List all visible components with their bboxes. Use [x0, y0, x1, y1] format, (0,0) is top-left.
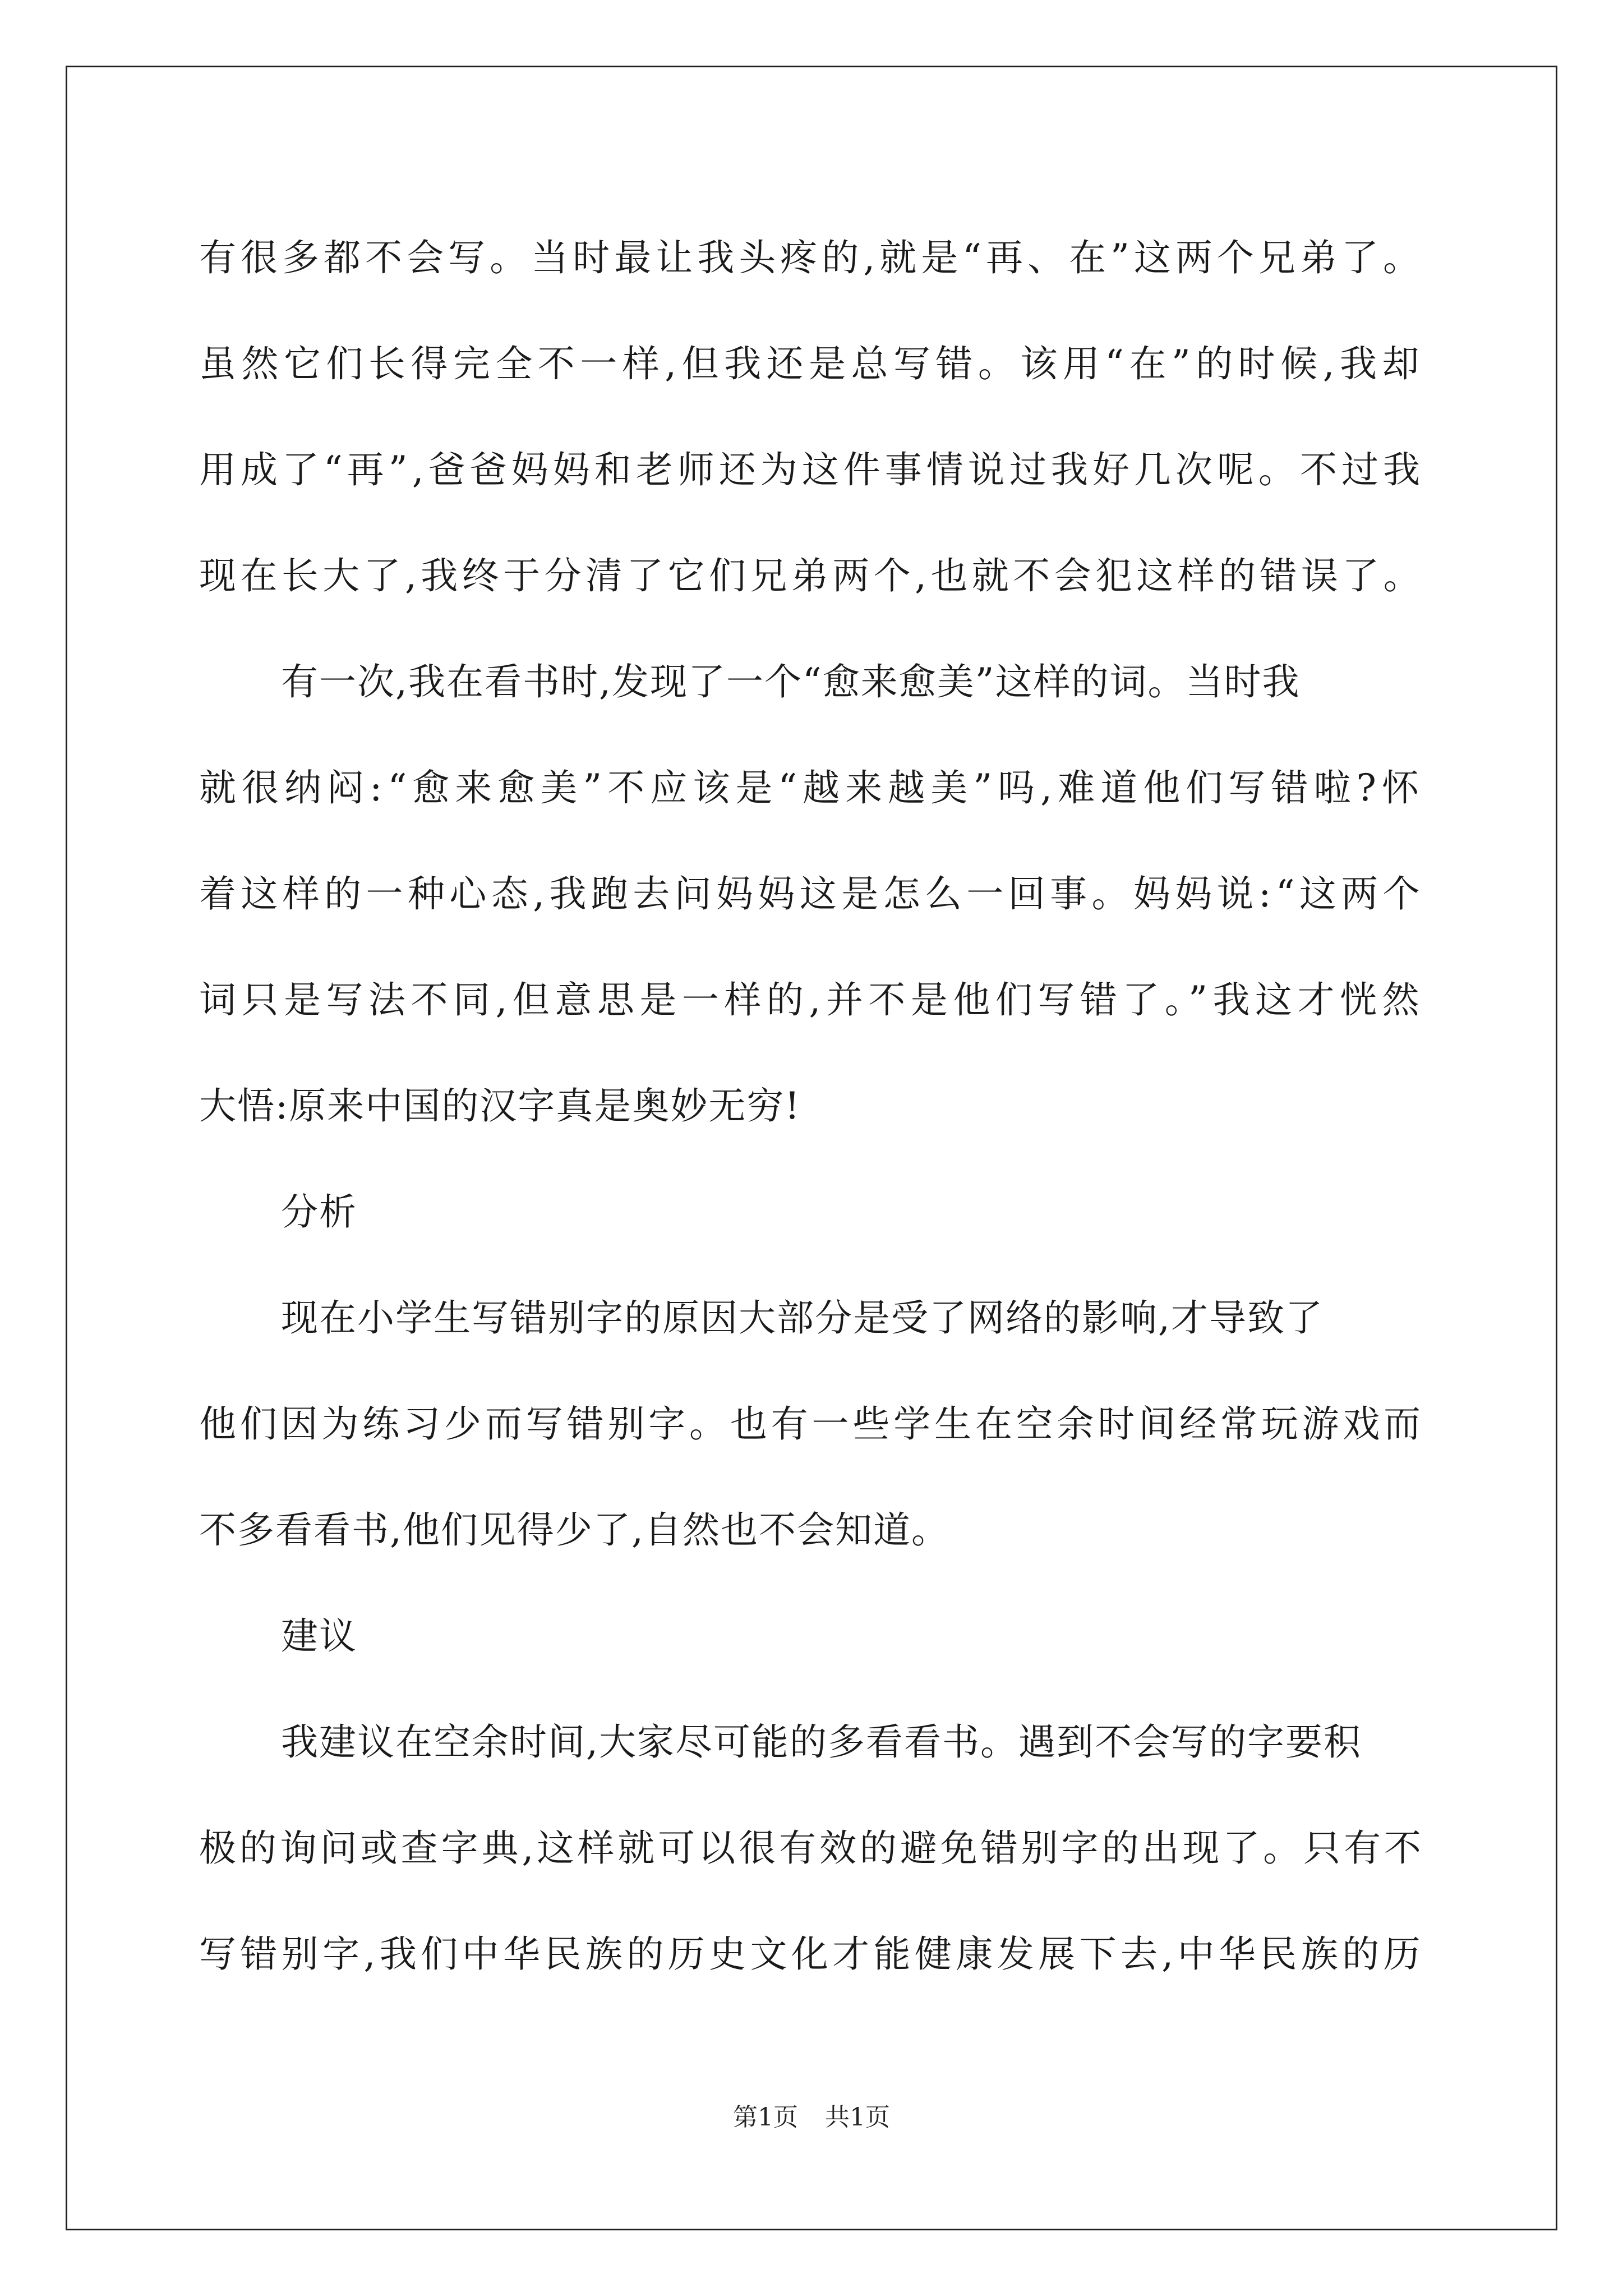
text-line: 有很多都不会写。当时最让我头疼的,就是“再、在”这两个兄弟了。: [199, 236, 1424, 279]
page-footer: [0, 2101, 1623, 2134]
text-line: 我建议在空余时间,大家尽可能的多看看书。遇到不会写的字要积: [281, 1720, 1362, 1764]
text-line: 用成了“再”,爸爸妈妈和老师还为这件事情说过我好几次呢。不过我: [199, 448, 1424, 491]
text-line: 词只是写法不同,但意思是一样的,并不是他们写错了。”我这才恍然: [199, 978, 1424, 1022]
text-line: 着这样的一种心态,我跑去问妈妈这是怎么一回事。妈妈说:“这两个: [199, 872, 1424, 915]
section-heading-analysis: 分析: [281, 1190, 357, 1234]
text-line: 写错别字,我们中华民族的历史文化才能健康发展下去,中华民族的历: [199, 1932, 1424, 1976]
section-heading-suggestion: 建议: [281, 1614, 357, 1658]
text-line: 有一次,我在看书时,发现了一个“愈来愈美”这样的词。当时我: [281, 660, 1301, 703]
text-line: 就很纳闷:“愈来愈美”不应该是“越来越美”吗,难道他们写错啦?怀: [199, 766, 1424, 809]
text-line: 他们因为练习少而写错别字。也有一些学生在空余时间经常玩游戏而: [199, 1402, 1424, 1446]
page-number: 第1页: [733, 2103, 798, 2132]
document-body: [199, 205, 1424, 2007]
text-line: 极的询问或查字典,这样就可以很有效的避免错别字的出现了。只有不: [199, 1826, 1424, 1870]
text-line: 虽然它们长得完全不一样,但我还是总写错。该用“在”的时候,我却: [199, 342, 1424, 385]
page-total: 共1页: [825, 2103, 890, 2132]
text-line: 不多看看书,他们见得少了,自然也不会知道。: [199, 1508, 949, 1552]
text-line: 大悟:原来中国的汉字真是奥妙无穷!: [199, 1084, 801, 1128]
text-line: 现在小学生写错别字的原因大部分是受了网络的影响,才导致了: [281, 1296, 1324, 1340]
text-line: 现在长大了,我终于分清了它们兄弟两个,也就不会犯这样的错误了。: [199, 554, 1424, 597]
